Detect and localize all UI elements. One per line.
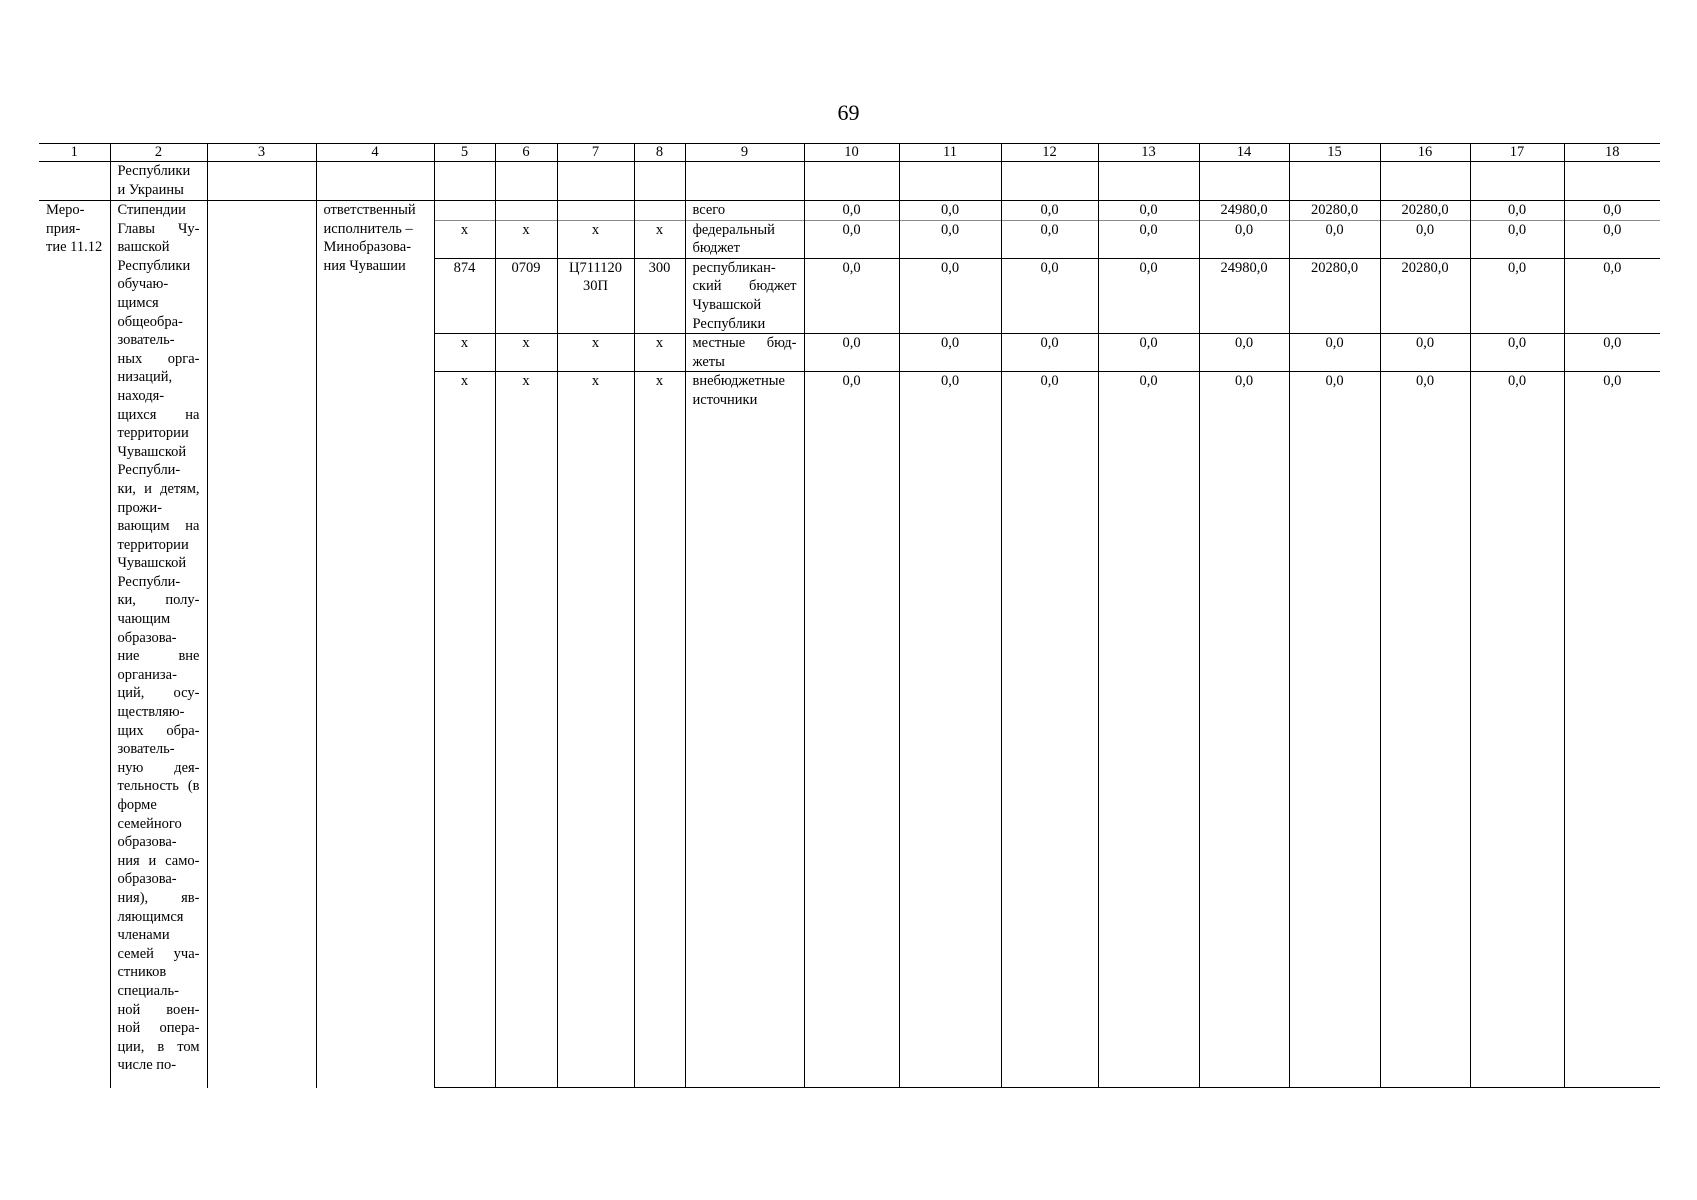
cell-c8: х: [634, 334, 685, 372]
value-cell: 0,0: [1001, 334, 1098, 372]
column-number: 10: [804, 144, 899, 162]
cell-c5: 874: [434, 258, 495, 333]
budget-table: [39, 143, 1660, 1088]
value-cell: 0,0: [1564, 220, 1660, 258]
cell-c5: х: [434, 220, 495, 258]
value-cell: 0,0: [804, 201, 899, 221]
responsible-executor: ответственный исполнитель – Минобразова- ния Чувашии: [316, 201, 434, 1088]
cell-c5: х: [434, 372, 495, 1088]
value-cell: 0,0: [1098, 220, 1199, 258]
value-cell: 0,0: [1564, 258, 1660, 333]
value-cell: 20280,0: [1380, 258, 1470, 333]
value-cell: 0,0: [1098, 372, 1199, 1088]
value-cell: 0,0: [1098, 258, 1199, 333]
cell-c7: [557, 201, 634, 221]
column-number: 6: [495, 144, 557, 162]
value-cell: 0,0: [1564, 334, 1660, 372]
page-number: 69: [837, 100, 860, 125]
value-cell: 0,0: [899, 201, 1001, 221]
cell-c6: х: [495, 220, 557, 258]
column-number: 1: [39, 144, 110, 162]
value-cell: 0,0: [1470, 258, 1564, 333]
source-name: всего: [685, 201, 804, 221]
source-name: местные бюд- жеты: [685, 334, 804, 372]
value-cell: 0,0: [899, 258, 1001, 333]
cell-c8: х: [634, 220, 685, 258]
column-number: 11: [899, 144, 1001, 162]
continuation-row: [39, 162, 1660, 201]
cell-c8: х: [634, 372, 685, 1088]
value-cell: 0,0: [1470, 334, 1564, 372]
value-cell: 0,0: [804, 372, 899, 1088]
cell-c6: 0709: [495, 258, 557, 333]
value-cell: 0,0: [1098, 334, 1199, 372]
column-number-row: [39, 144, 1660, 162]
value-cell: 0,0: [1564, 201, 1660, 221]
value-cell: 0,0: [1380, 220, 1470, 258]
value-cell: 24980,0: [1199, 258, 1289, 333]
value-cell: 0,0: [1199, 372, 1289, 1088]
column-number: 14: [1199, 144, 1289, 162]
column-number: 5: [434, 144, 495, 162]
value-cell: 0,0: [899, 372, 1001, 1088]
value-cell: 0,0: [1199, 334, 1289, 372]
cell-c5: х: [434, 334, 495, 372]
value-cell: 0,0: [1564, 372, 1660, 1088]
cell-c8: 300: [634, 258, 685, 333]
column-number: 13: [1098, 144, 1199, 162]
cell-c8: [634, 201, 685, 221]
column-number: 17: [1470, 144, 1564, 162]
value-cell: 0,0: [804, 258, 899, 333]
value-cell: 0,0: [1001, 220, 1098, 258]
table-row: [39, 201, 1660, 221]
column-number: 12: [1001, 144, 1098, 162]
column-number: 16: [1380, 144, 1470, 162]
value-cell: 0,0: [899, 334, 1001, 372]
value-cell: 0,0: [899, 220, 1001, 258]
source-name: федеральный бюджет: [685, 220, 804, 258]
value-cell: 0,0: [1470, 220, 1564, 258]
value-cell: 0,0: [1470, 201, 1564, 221]
cell-c7: х: [557, 220, 634, 258]
column-number: 8: [634, 144, 685, 162]
value-cell: 0,0: [804, 334, 899, 372]
value-cell: 20280,0: [1380, 201, 1470, 221]
column-number: 4: [316, 144, 434, 162]
cell-c7: х: [557, 334, 634, 372]
cell-c7: Ц711120 30П: [557, 258, 634, 333]
value-cell: 0,0: [1289, 372, 1380, 1088]
value-cell: 20280,0: [1289, 258, 1380, 333]
value-cell: 24980,0: [1199, 201, 1289, 221]
value-cell: 0,0: [1380, 372, 1470, 1088]
column-number: 7: [557, 144, 634, 162]
source-name: республикан- ский бюджет Чувашской Республики: [685, 258, 804, 333]
event-description: Стипендии Главы Чу- вашской Республики обучаю- щимся общеобра- зователь- ных орга- низаций, находя- щихся на территории Чувашской Республи- ки, и детям, прожи- вающим на территории Чувашской Республи- ки, полу- чающим образова- ние вне организа- ций, осу- ществляю- щих обра- зователь- ную дея- тельность (в форме семейного образова- ния и само- образова- ния), яв- ляющимся членами семей уча- стников специаль- ной воен- ной опера- ции, в том числе по-: [110, 201, 207, 1088]
cell-c7: х: [557, 372, 634, 1088]
value-cell: 20280,0: [1289, 201, 1380, 221]
event-number: Меро- прия- тие 11.12: [39, 201, 110, 1088]
continuation-text: Республики и Украины: [110, 162, 207, 201]
cell-c6: х: [495, 372, 557, 1088]
source-name: внебюджетные источники: [685, 372, 804, 1088]
value-cell: 0,0: [1098, 201, 1199, 221]
value-cell: 0,0: [1380, 334, 1470, 372]
value-cell: 0,0: [1289, 220, 1380, 258]
value-cell: 0,0: [1001, 372, 1098, 1088]
value-cell: 0,0: [1289, 334, 1380, 372]
value-cell: 0,0: [1001, 258, 1098, 333]
column-number: 9: [685, 144, 804, 162]
value-cell: 0,0: [1199, 220, 1289, 258]
value-cell: 0,0: [1001, 201, 1098, 221]
event-col3: [207, 201, 316, 1088]
cell-c6: х: [495, 334, 557, 372]
cell-c6: [495, 201, 557, 221]
column-number: 15: [1289, 144, 1380, 162]
cell-c5: [434, 201, 495, 221]
value-cell: 0,0: [804, 220, 899, 258]
column-number: 3: [207, 144, 316, 162]
column-number: 2: [110, 144, 207, 162]
column-number: 18: [1564, 144, 1660, 162]
value-cell: 0,0: [1470, 372, 1564, 1088]
